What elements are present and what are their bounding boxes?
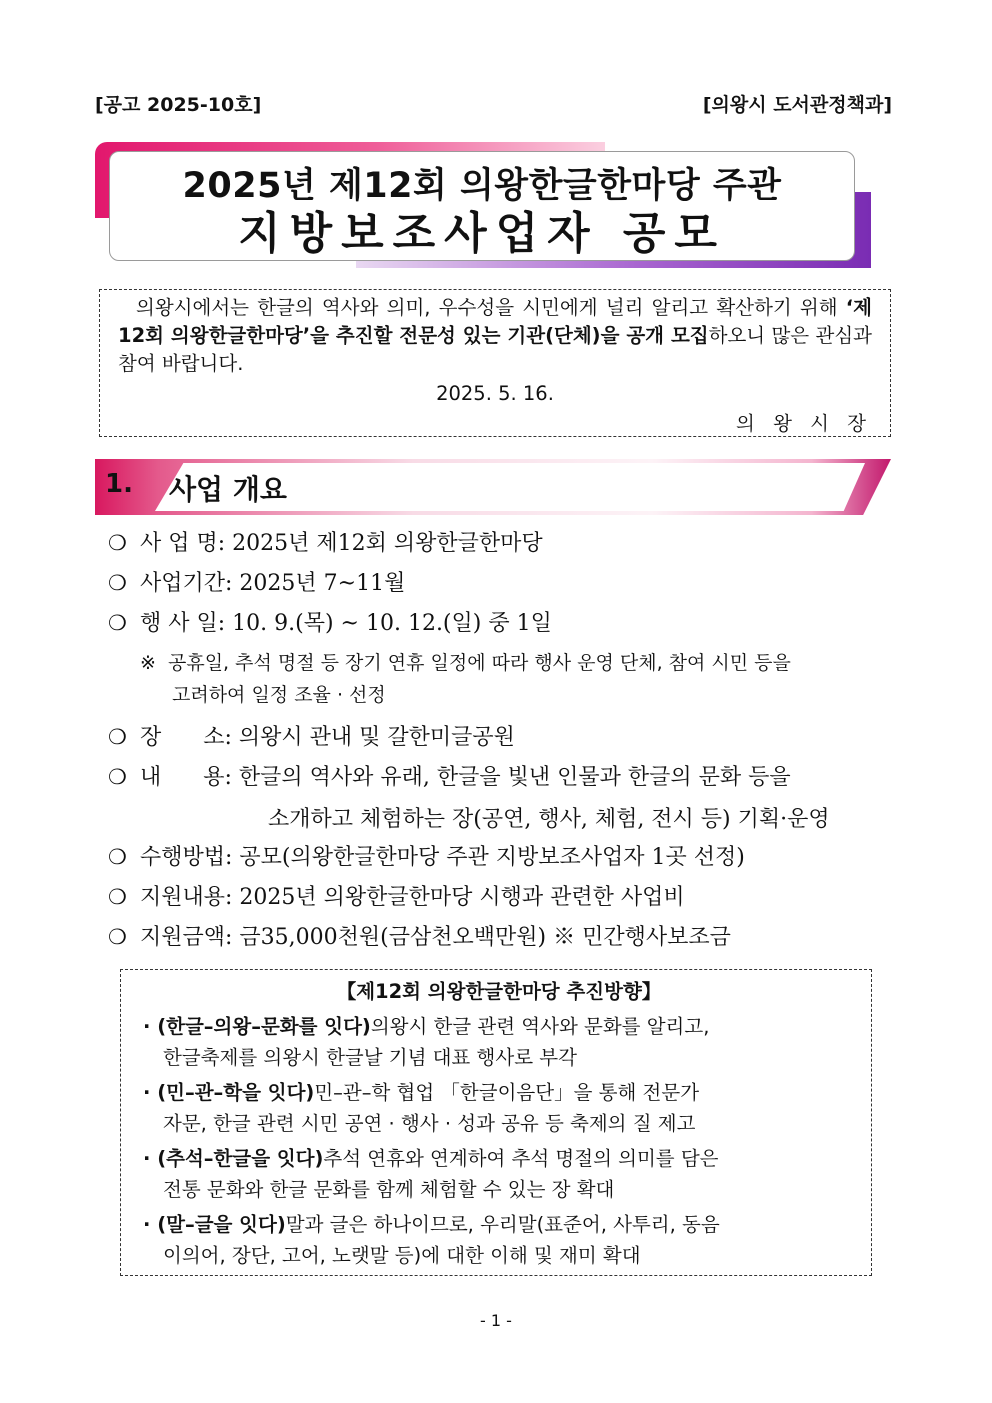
direction-row-heading: · (말–글을 잇다) bbox=[143, 1213, 286, 1236]
circle-bullet-icon: ❍ bbox=[108, 765, 127, 789]
item-value: 10. 9.(목) ~ 10. 12.(일) 중 1일 bbox=[232, 611, 552, 636]
intro-text-a: 의왕시에서는 한글의 역사와 의미, 우수성을 시민에게 널리 알리고 확산하기 위해 bbox=[136, 296, 846, 319]
direction-row-line2: 이의어, 장단, 고어, 노랫말 등)에 대한 이해 및 재미 확대 bbox=[163, 1244, 641, 1267]
direction-row-heading: · (민–관–학을 잇다) bbox=[143, 1081, 315, 1104]
direction-row bbox=[143, 1209, 855, 1271]
direction-row-heading: · (추석–한글을 잇다) bbox=[143, 1147, 324, 1170]
item-label: 사업기간: bbox=[140, 571, 233, 596]
note-line1: 공휴일, 추석 명절 등 장기 연휴 일정에 따라 행사 운영 단체, 참여 시민 등을 bbox=[168, 652, 791, 674]
item-label: 수행방법: bbox=[140, 845, 233, 870]
item-value: 의왕시 관내 및 갈한미글공원 bbox=[238, 725, 515, 750]
title-line2: 지방보조사업자 공모 bbox=[238, 208, 726, 259]
note-line2: 고려하여 일정 조율 · 선정 bbox=[172, 684, 386, 706]
section-number: 1. bbox=[105, 469, 133, 499]
item-value: 공모(의왕한글한마당 주관 지방보조사업자 1곳 선정) bbox=[239, 845, 745, 870]
item-label: 장 소: bbox=[140, 725, 232, 750]
item-value: 한글의 역사와 유래, 한글을 빛낸 인물과 한글의 문화 등을 bbox=[238, 765, 791, 790]
item-value: 2025년 제12회 의왕한글한마당 bbox=[232, 531, 543, 556]
notice-number: [공고 2025-10호] bbox=[95, 94, 262, 116]
circle-bullet-icon: ❍ bbox=[108, 925, 127, 949]
item-label: 행 사 일: bbox=[140, 611, 226, 636]
item-label: 지원금액: bbox=[140, 925, 233, 950]
circle-bullet-icon: ❍ bbox=[108, 725, 127, 749]
circle-bullet-icon: ❍ bbox=[108, 885, 127, 909]
circle-bullet-icon: ❍ bbox=[108, 531, 127, 555]
item-label: 사 업 명: bbox=[140, 531, 226, 556]
direction-row-text: 의왕시 한글 관련 역사와 문화를 알리고, bbox=[370, 1015, 710, 1038]
item-value: 금35,000천원(금삼천오백만원) ※ 민간행사보조금 bbox=[239, 925, 731, 950]
circle-bullet-icon: ❍ bbox=[108, 611, 127, 635]
direction-row-line2: 자문, 한글 관련 시민 공연 · 행사 · 성과 공유 등 축제의 질 제고 bbox=[163, 1112, 696, 1135]
intro-text-bold: ‘제12회 의왕한글한마당’을 추진할 전문성 있는 기관(단체)을 공개 모집 bbox=[118, 296, 872, 347]
direction-row bbox=[143, 1011, 855, 1073]
intro-signer: 의 왕 시 장 bbox=[736, 412, 872, 435]
intro-box bbox=[99, 289, 891, 437]
page-number: - 1 - bbox=[480, 1311, 512, 1330]
item-location bbox=[108, 722, 515, 753]
direction-row-heading: · (한글–의왕–문화를 잇다) bbox=[143, 1015, 371, 1038]
title-line1: 2025년 제12회 의왕한글한마당 주관 bbox=[182, 166, 782, 206]
item-content-cont: 소개하고 체험하는 장(공연, 행사, 체험, 전시 등) 기획·운영 bbox=[268, 807, 830, 832]
direction-row-line2: 한글축제를 의왕시 한글날 기념 대표 행사로 부각 bbox=[163, 1046, 577, 1069]
direction-row-line2: 전통 문화와 한글 문화를 함께 체험할 수 있는 장 확대 bbox=[163, 1178, 615, 1201]
circle-bullet-icon: ❍ bbox=[108, 845, 127, 869]
direction-row bbox=[143, 1143, 855, 1205]
date-note bbox=[140, 647, 895, 711]
intro-text bbox=[118, 294, 872, 378]
item-label: 내 용: bbox=[140, 765, 232, 790]
circle-bullet-icon: ❍ bbox=[108, 571, 127, 595]
direction-row bbox=[143, 1077, 855, 1139]
direction-box bbox=[120, 969, 872, 1276]
item-value: 2025년 7~11월 bbox=[239, 571, 406, 596]
item-method bbox=[108, 842, 745, 873]
direction-row-text: 말과 글은 하나이므로, 우리말(표준어, 사투리, 동음 bbox=[285, 1213, 720, 1236]
section-title: 사업 개요 bbox=[169, 473, 287, 506]
item-support-amount bbox=[108, 922, 731, 953]
intro-date: 2025. 5. 16. bbox=[436, 382, 554, 405]
direction-row-text: 추석 연휴와 연계하여 추석 명절의 의미를 담은 bbox=[323, 1147, 719, 1170]
item-content bbox=[108, 762, 791, 793]
item-business-name bbox=[108, 528, 543, 559]
intro-text-c: 하오니 많은 관심과 참여 바랍니다. bbox=[118, 324, 872, 375]
title-banner bbox=[95, 142, 875, 270]
item-support-content bbox=[108, 882, 685, 913]
department-name: [의왕시 도서관정책과] bbox=[702, 94, 892, 116]
item-label: 지원내용: bbox=[140, 885, 233, 910]
section-header bbox=[95, 459, 891, 515]
title-box bbox=[109, 151, 855, 261]
direction-row-text: 민–관–학 협업 「한글이음단」을 통해 전문가 bbox=[314, 1081, 700, 1104]
item-event-date bbox=[108, 608, 552, 639]
note-mark: ※ bbox=[140, 652, 156, 674]
direction-title: 【제12회 의왕한글한마당 추진방향】 bbox=[336, 980, 662, 1003]
item-period bbox=[108, 568, 405, 599]
item-value: 2025년 의왕한글한마당 시행과 관련한 사업비 bbox=[239, 885, 685, 910]
